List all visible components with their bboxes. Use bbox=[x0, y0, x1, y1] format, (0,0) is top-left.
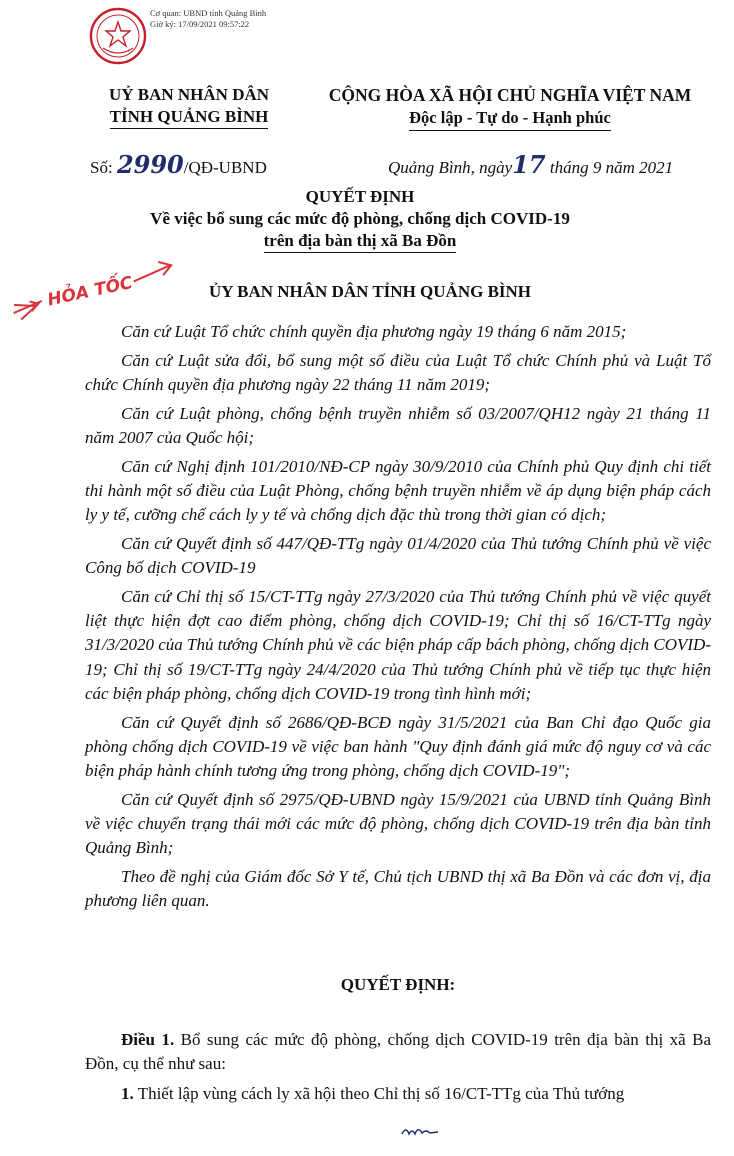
legal-basis: Căn cứ Luật sửa đổi, bổ sung một số điều của Luật Tổ chức Chính phủ và Luật Tổ chức Chính quyền địa phương ngày 22 tháng 11 năm 2019; bbox=[85, 350, 711, 394]
document-number bbox=[90, 150, 267, 179]
national-title: CỘNG HÒA XÃ HỘI CHỦ NGHĨA VIỆT NAM bbox=[328, 85, 692, 105]
initials-signature bbox=[400, 1120, 440, 1142]
legal-basis: Căn cứ Luật phòng, chống bệnh truyền nhiễm số 03/2007/QH12 ngày 21 tháng 11 năm 2007 của Quốc hội; bbox=[85, 403, 711, 447]
legal-basis: Căn cứ Luật Tổ chức chính quyền địa phương ngày 19 tháng 6 năm 2015; bbox=[121, 322, 627, 341]
article-1 bbox=[85, 1028, 711, 1113]
title-type: QUYẾT ĐỊNH bbox=[305, 187, 415, 206]
government-seal-icon bbox=[88, 6, 148, 66]
urgent-stamp-text: HỎA TỐC bbox=[45, 272, 135, 311]
authority-line2: TỈNH QUẢNG BÌNH bbox=[110, 106, 269, 129]
document-title bbox=[120, 186, 600, 253]
authority-line1: UỶ BAN NHÂN DÂN bbox=[108, 85, 270, 104]
date-suffix: tháng 9 năm 2021 bbox=[549, 158, 674, 177]
signature-agency: Cơ quan: UBND tỉnh Quảng Bình bbox=[150, 8, 267, 18]
article-text: Bổ sung các mức độ phòng, chống dịch COVID-19 trên địa bàn thị xã Ba Đồn, cụ thể như sau: bbox=[85, 1030, 711, 1074]
doc-number-handwritten: 2990 bbox=[116, 150, 184, 179]
article-label: Điều 1. bbox=[121, 1030, 175, 1049]
legal-basis: Theo đề nghị của Giám đốc Sở Y tế, Chủ tịch UBND thị xã Ba Đồn và các đơn vị, địa phương liên quan. bbox=[85, 867, 711, 911]
date-day-handwritten: 17 bbox=[512, 150, 546, 179]
doc-number-prefix: Số: bbox=[90, 158, 113, 177]
legal-basis: Căn cứ Quyết định số 2975/QĐ-UBND ngày 15/9/2021 của UBND tỉnh Quảng Bình về việc chuyển trạng thái mới các mức độ phòng, chống dịch COVID-19 trên địa bàn tỉnh Quảng Bình; bbox=[85, 789, 711, 858]
doc-number-suffix: /QĐ-UBND bbox=[183, 158, 267, 177]
item-text: Thiết lập vùng cách ly xã hội theo Chỉ thị số 16/CT-TTg của Thủ tướng bbox=[137, 1084, 625, 1104]
national-header bbox=[300, 84, 720, 131]
legal-bases bbox=[85, 320, 711, 918]
digital-signature-info bbox=[150, 8, 266, 30]
signature-time: Giờ ký: 17/09/2021 09:57:22 bbox=[150, 19, 250, 29]
title-subject-cont: trên địa bàn thị xã Ba Đồn bbox=[264, 230, 457, 253]
legal-basis: Căn cứ Quyết định số 447/QĐ-TTg ngày 01/4/2020 của Thủ tướng Chính phủ về việc Công bố dịch COVID-19 bbox=[85, 534, 711, 578]
item-label: 1. bbox=[121, 1084, 134, 1104]
document-date bbox=[388, 150, 673, 179]
issuer-heading: ỦY BAN NHÂN DÂN TỈNH QUẢNG BÌNH bbox=[208, 282, 532, 301]
legal-basis: Căn cứ Chỉ thị số 15/CT-TTg ngày 27/3/2020 của Thủ tướng Chính phủ về việc quyết liệt thực hiện đợt cao điểm phòng, chống dịch COVID-19; Chỉ thị số 16/CT-TTg ngày 31/3/2020 của Thủ tướng Chính phủ về các biện pháp cấp bách phòng, chống dịch COVID-19; Chỉ thị số 19/CT-TTg ngày 24/4/2020 của Thủ tướng Chính phủ về tiếp tục thực hiện các biện pháp phòng, chống dịch COVID-19 trong tình hình mới; bbox=[85, 587, 711, 703]
title-subject: Về việc bổ sung các mức độ phòng, chống dịch COVID-19 bbox=[150, 209, 570, 228]
date-prefix: Quảng Bình, ngày bbox=[388, 158, 513, 177]
decision-heading: QUYẾT ĐỊNH: bbox=[340, 975, 456, 994]
legal-basis: Căn cứ Nghị định 101/2010/NĐ-CP ngày 30/9/2010 của Chính phủ Quy định chi tiết thi hành một số điều của Luật Phòng, chống bệnh truyền nhiễm về áp dụng biện pháp cách ly y tế, cưỡng chế cách ly y tế và chống dịch đặc thù trong thời gian có dịch; bbox=[85, 456, 711, 525]
issuing-authority bbox=[84, 84, 294, 129]
national-motto: Độc lập - Tự do - Hạnh phúc bbox=[409, 107, 611, 131]
legal-basis: Căn cứ Quyết định số 2686/QĐ-BCĐ ngày 31/5/2021 của Ban Chỉ đạo Quốc gia phòng chống dịch COVID-19 về việc ban hành "Quy định đánh giá mức độ nguy cơ và các biện pháp hành chính tương ứng trong phòng, chống dịch COVID-19"; bbox=[85, 712, 711, 781]
